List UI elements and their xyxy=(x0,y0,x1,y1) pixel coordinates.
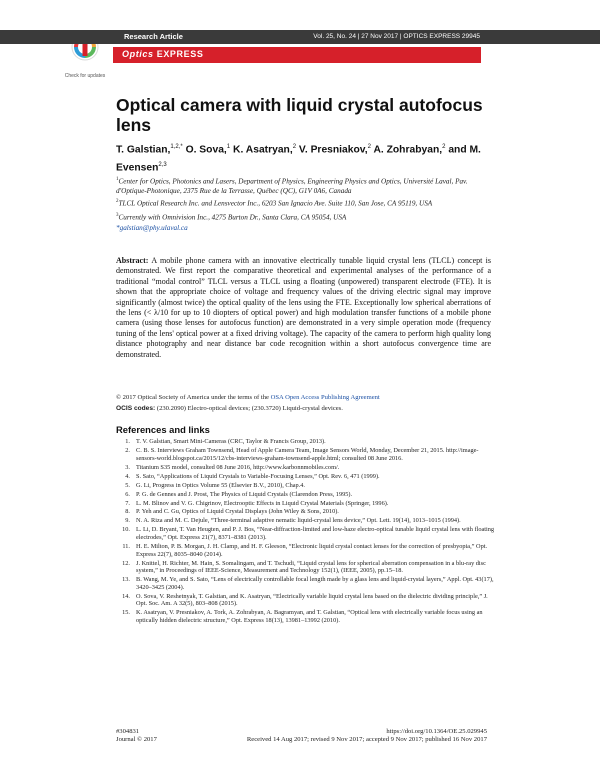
abstract-text: A mobile phone camera with an innovative electrically tunable liquid crystal lens (TLCL) concept is demonstrated. We first report the comparative theoretical and experimental analyses of the performance of a traditional “modal control” TLCL versus a TLCL using a floating (unpowered) transparent electrode (FTE). It is shown that the appropriate choice of voltage and frequency values of the driving electric signal may improve significantly (almost twice) the optical quality of the lens using the FTE. Exceptionally low spherical aberrations of the lens (< λ/10 for up to 10 diopters of optical power) and high modulation transfer functions of a mobile phone camera (using those lenses for autofocus function) are demonstrated in a very simple operation mode (frequency tuning of the lens' optical power at a fixed driving voltage). The capacity of the camera to perform high quality long distance photography and near distance bar code recognition within a short autofocus convergence time are demonstrated. xyxy=(116,256,492,359)
author-affiliation-marker: 1 xyxy=(226,144,231,150)
reference-number: 11. xyxy=(122,543,130,551)
publication-dates: Received 14 Aug 2017; revised 9 Nov 2017; accepted 9 Nov 2017; published 16 Nov 2017 xyxy=(246,736,487,743)
reference-number: 8. xyxy=(125,508,130,516)
corresponding-email[interactable]: *galstian@phy.ulaval.ca xyxy=(116,223,188,232)
reference-text: P. Yeh and C. Gu, Optics of Liquid Crystal Displays (John Wiley & Sons, 2010). xyxy=(136,508,339,516)
abstract xyxy=(116,256,491,360)
reference-number: 12. xyxy=(122,559,130,567)
reference-text: H. E. Milton, P. B. Morgan, J. H. Clamp, and H. F. Gleeson, “Electronic liquid crystal contact lenses for the correction of presbyopia,” Opt. Express 22(7), 8035–8040 (2014). xyxy=(136,543,488,558)
reference-text: N. A. Riza and M. C. Dejule, “Three-terminal adaptive nematic liquid-crystal lens device,” Opt. Lett. 19(14), 1013–1015 (1994). xyxy=(136,517,461,525)
reference-number: 2. xyxy=(125,446,130,454)
reference-text: J. Knittel, H. Richter, M. Hain, S. Somalingam, and T. Tschudi, “Liquid crystal lens for spherical aberration compensation in a blu-ray disc system,” in Proceedings of IEEE-Science, Measurement and Technology 152(1), (IEEE, 2005), pp.15–18. xyxy=(136,559,486,575)
reference-item xyxy=(116,508,496,516)
reference-text: G. Li, Progress in Optics Volume 55 (Elsevier B.V., 2010), Chap.4. xyxy=(136,481,305,489)
reference-text: C. B. S. Interviews Graham Townsend, Head of Apple Camera Team, Image Sensors World, Monday, December 21, 2015. http://image-sensors-world.blogspot.ca/2015/12/cbs-interviews-graham-townsend-apple.html; consulted 08 June 2016. xyxy=(136,446,479,462)
crossmark-label: Check for updates xyxy=(64,73,106,79)
reference-text: K. Asatryan, V. Presniakov, A. Tork, A. Zohrabyan, A. Bagramyan, and T. Galstian, “Optical lens with electrically variable focus using an optically hidden dielectric structure,” Opt. Express 18(13), 13981–13992 (2010). xyxy=(136,609,483,624)
journal-copyright: Journal © 2017 xyxy=(116,736,157,744)
reference-number: 6. xyxy=(125,490,130,498)
journal-name xyxy=(122,49,203,59)
affiliation: $^3$Currently with Omnivision Inc., 4275 Burton Dr., Santa Clara, CA 95054, USA xyxy=(116,212,347,222)
reference-number: 1. xyxy=(125,438,130,445)
author-affiliation-marker: 2,3 xyxy=(158,161,167,168)
reference-item xyxy=(116,609,496,624)
ocis-text: (230.2090) Electro-optical devices; (230.3720) Liquid-crystal devices. xyxy=(155,405,343,412)
reference-item xyxy=(116,464,496,472)
reference-number: 15. xyxy=(122,609,130,617)
reference-item xyxy=(116,560,496,575)
reference-text: O. Sova, V. Reshetnyak, T. Galstian, and K. Asatryan, “Electrically variable liquid crystal lens based on the dielectric dividing principle,” J. Opt. Soc. Am. A 32(5), 803–808 (2015). xyxy=(136,592,488,608)
reference-item xyxy=(116,491,496,499)
reference-number: 7. xyxy=(125,499,130,507)
reference-text: S. Sato, “Applications of Liquid Crystals to Variable-Focusing Lenses,” Opt. Rev. 6, 471 (1999). xyxy=(136,472,380,480)
reference-number: 10. xyxy=(122,526,130,534)
reference-number: 14. xyxy=(122,592,130,600)
journal-banner xyxy=(113,47,481,63)
article-type: Research Article xyxy=(124,32,183,41)
author-affiliation-marker: 2 xyxy=(367,144,371,150)
reference-item xyxy=(116,500,496,508)
reference-number: 3. xyxy=(125,463,130,471)
reference-number: 13. xyxy=(122,576,130,584)
abstract-label: Abstract: xyxy=(116,256,149,265)
author-name: V. Presniakov, xyxy=(296,144,368,156)
reference-item xyxy=(116,482,496,490)
author-name: K. Asatryan, xyxy=(230,144,293,156)
reference-item xyxy=(116,438,496,446)
reference-text: B. Wang, M. Ye, and S. Sato, “Lens of electrically controllable focal length made by a glass lens and liquid-crystal layers,” Appl. Opt. 43(17), 3420–3425 (2004). xyxy=(136,576,494,591)
journal-citation: Vol. 25, No. 24 | 27 Nov 2017 | OPTICS EXPRESS 29945 xyxy=(313,32,480,40)
reference-text: L. Li, D. Bryant, T. Van Heugten, and P. J. Bos, “Near-diffraction-limited and low-haze electro-optical tunable liquid crystal lens with floating electrodes,” Opt. Express 21(7), 8371–8381 (2013). xyxy=(136,526,495,542)
copyright-line xyxy=(116,394,496,402)
reference-number: 9. xyxy=(125,517,130,525)
doi-link[interactable]: https://doi.org/10.1364/OE.25.029945 xyxy=(386,728,487,735)
paper-title: Optical camera with liquid crystal autofocus lens xyxy=(116,95,483,135)
author-affiliation-marker: 2 xyxy=(292,144,297,150)
reference-number: 5. xyxy=(125,481,130,489)
manuscript-id: #304831 xyxy=(116,728,140,735)
journal-name-prefix: Optics xyxy=(122,49,154,59)
reference-item xyxy=(116,526,496,541)
reference-text: L. M. Blinov and V. G. Chigrinov, Electrooptic Effects in Liquid Crystal Materials (Springer, 1996). xyxy=(136,499,389,507)
reference-list xyxy=(116,438,496,626)
reference-text: Titanium S35 model, consulted 08 June 2016, http://www.karbonnmobiles.com/. xyxy=(136,463,340,471)
reference-item xyxy=(116,517,496,525)
author-name: and M. Evensen xyxy=(116,144,481,174)
affiliations xyxy=(116,175,491,235)
reference-item xyxy=(116,576,496,591)
reference-item xyxy=(116,593,496,608)
author-name: O. Sova, xyxy=(182,144,227,156)
article-header-bar xyxy=(0,30,600,44)
author-affiliation-marker: 2 xyxy=(442,144,446,150)
ocis-label: OCIS codes: xyxy=(116,405,156,412)
footer-left xyxy=(116,728,157,744)
reference-item xyxy=(116,543,496,558)
author-name: T. Galstian, xyxy=(116,144,171,156)
copyright-text: © 2017 Optical Society of America under the terms of the xyxy=(116,394,271,401)
ocis-codes xyxy=(116,405,496,413)
reference-item xyxy=(116,447,496,462)
author-name: A. Zohrabyan, xyxy=(370,144,443,156)
open-access-link[interactable]: OSA Open Access Publishing Agreement xyxy=(270,394,380,401)
author-affiliation-marker: 1,2,* xyxy=(170,144,183,150)
author-list xyxy=(116,140,496,176)
reference-text: T. V. Galstian, Smart Mini-Cameras (CRC, Taylor & Francis Group, 2013). xyxy=(136,438,326,445)
affiliation: $^2$TLCL Optical Research Inc. and Lensvector Inc., 6203 San Ignacio Ave. Suite 110, San Jose, CA 95119, USA xyxy=(116,199,433,208)
references-heading: References and links xyxy=(116,424,210,435)
affiliation: $^1$Center for Optics, Photonics and Lasers, Department of Physics, Engineering Physics and Optics, Université Laval, Pav. d'Optique-Photonique, 2375 Rue de la Terrasse, Québec (QC), G1V 0A6, Canada xyxy=(116,177,468,195)
journal-name-suffix: EXPRESS xyxy=(156,49,204,59)
reference-text: P. G. de Gennes and J. Prost, The Physics of Liquid Crystals (Clarendon Press, 1995). xyxy=(136,490,353,498)
reference-number: 4. xyxy=(125,472,130,480)
reference-item xyxy=(116,473,496,481)
